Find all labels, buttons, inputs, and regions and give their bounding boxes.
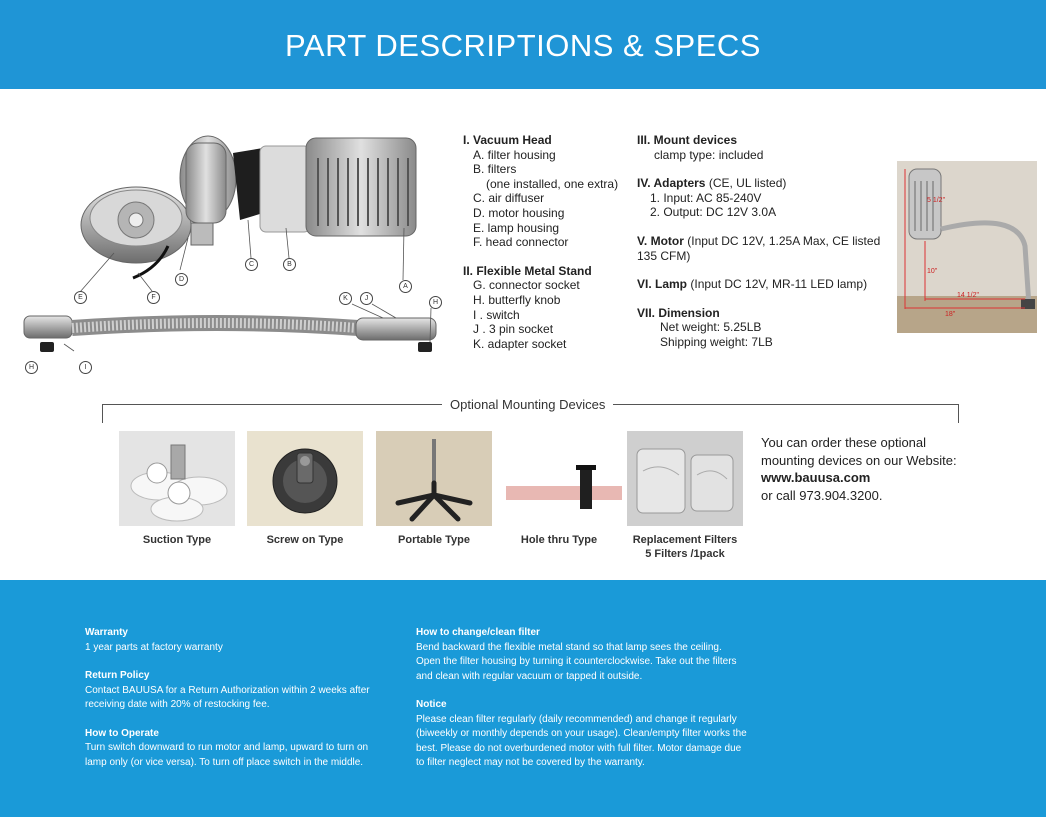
filter-title: How to change/clean filter: [416, 627, 540, 638]
spec-item: H. butterfly knob: [473, 292, 561, 307]
spec-item: 1. Input: AC 85-240V: [650, 190, 762, 205]
hole-thru-type-label: Hole thru Type: [520, 534, 598, 546]
warranty-text: 1 year parts at factory warranty: [85, 641, 223, 653]
notice-line: to filter neglect may not be covered by the warranty.: [416, 757, 645, 768]
return-policy-line: Contact BAUUSA for a Return Authorization within 2 weeks after: [85, 684, 370, 696]
label-a-marker: A: [399, 280, 412, 293]
footer-right-column: [416, 626, 766, 771]
filter-housing-shape: [306, 138, 416, 236]
label-c-marker: C: [245, 258, 258, 271]
motor-title: V. Motor: [637, 233, 684, 248]
screw-on-type-label: Screw on Type: [266, 534, 344, 546]
lamp-title: VI. Lamp: [637, 277, 688, 292]
filter-line: Bend backward the flexible metal stand so that lamp sees the ceiling.: [416, 641, 722, 653]
operate-line: lamp only (or vice versa). To turn off place switch in the middle.: [85, 756, 364, 768]
notice-line: (biweekly or monthly depends on your usage). Clean/empty filter works the: [416, 728, 747, 739]
footer-panel: [0, 580, 1046, 817]
specs-column-2: [637, 133, 887, 350]
suction-type-label: Suction Type: [142, 534, 212, 546]
suction-type-thumbnail: [119, 431, 235, 526]
order-line-1: You can order these optional: [761, 435, 927, 450]
spec-item: I . switch: [473, 307, 520, 322]
dim-label-3: 14 1/2": [957, 292, 979, 299]
hole-thru-type-thumbnail: [506, 431, 622, 526]
screw-on-type-thumbnail: [247, 431, 363, 526]
adapters-title: IV. Adapters: [637, 176, 706, 191]
vacuum-head-title: I. Vacuum Head: [463, 133, 552, 147]
page-title: PART DESCRIPTIONS & SPECS: [285, 28, 761, 63]
label-b-marker: B: [283, 258, 296, 271]
product-photo: [897, 161, 1037, 333]
spec-item: (one installed, one extra): [486, 176, 619, 191]
spec-item: K. adapter socket: [473, 336, 567, 351]
lamp-housing-shape: [81, 187, 191, 263]
label-e-marker: E: [74, 291, 87, 304]
dim-label-2: 10": [927, 268, 938, 275]
footer-left-column: [85, 626, 395, 770]
product-diagram: [18, 128, 448, 378]
replacement-filters-label: [615, 533, 755, 561]
specs-column-1: [463, 133, 618, 351]
metal-stand-title: II. Flexible Metal Stand: [463, 263, 592, 278]
portable-type-label: Portable Type: [398, 534, 470, 546]
spec-item: G. connector socket: [473, 278, 580, 293]
spec-item: C. air diffuser: [473, 191, 545, 206]
order-line-2: mounting devices on our Website:: [761, 452, 957, 468]
spec-item: D. motor housing: [473, 205, 565, 220]
operate-line: Turn switch downward to run motor and lamp, upward to turn on: [85, 742, 369, 753]
flexible-stand-shape: [24, 316, 436, 352]
order-phone: or call 973.904.3200.: [761, 487, 883, 503]
filter-line: and clean with regular vacuum or tapped it outside.: [416, 670, 643, 682]
filter-shape: [260, 146, 310, 232]
notice-line: best. Please do not overburdened motor with full filter. Motor damage due: [416, 742, 742, 754]
spec-item: B. filters: [473, 162, 517, 177]
label-f-marker: F: [147, 291, 160, 304]
header-banner: [0, 0, 1046, 89]
warranty-title: Warranty: [85, 627, 128, 638]
label-h-marker: H: [429, 296, 442, 309]
label-j-marker: J: [360, 292, 373, 305]
spec-item: J . 3 pin socket: [473, 322, 554, 337]
spec-item: A. filter housing: [473, 147, 556, 162]
lamp-note: (Input DC 12V, MR-11 LED lamp): [690, 277, 868, 292]
spec-item: 2. Output: DC 12V 3.0A: [650, 205, 777, 220]
label-i-marker: I: [79, 361, 92, 374]
notice-title: Notice: [416, 699, 447, 710]
mount-title: III. Mount devices: [637, 133, 738, 147]
portable-type-thumbnail: [376, 431, 492, 526]
mount-text: clamp type: included: [654, 147, 764, 162]
label-k-marker: K: [339, 292, 352, 305]
notice-line: Please clean filter regularly (daily recommended) and change it regularly: [416, 713, 737, 725]
return-policy-line: receiving date with 20% of restocking fee.: [85, 699, 270, 710]
spec-item: E. lamp housing: [473, 220, 560, 235]
return-policy-title: Return Policy: [85, 670, 150, 681]
mounting-title: Optional Mounting Devices: [442, 397, 613, 412]
label-h2-marker: H: [25, 361, 38, 374]
filter-line: Open the filter housing by turning it counterclockwise. Take out the filters: [416, 656, 737, 667]
spec-item: F. head connector: [473, 235, 569, 250]
order-info: [761, 434, 957, 504]
dim-label-1: 5 1/2": [927, 197, 946, 204]
motor-note: (Input DC 12V, 1.25A Max, CE listed 135 CFM): [637, 233, 881, 263]
dim-label-4: 18": [945, 311, 956, 318]
operate-title: How to Operate: [85, 727, 159, 739]
label-d-marker: D: [175, 273, 188, 286]
dimension-title: VII. Dimension: [637, 305, 720, 320]
replacement-filters-qty: 5 Filters /1pack: [645, 548, 725, 560]
website-link[interactable]: www.bauusa.com: [761, 470, 871, 485]
spec-item: Shipping weight: 7LB: [660, 334, 773, 349]
adapters-note: (CE, UL listed): [708, 176, 787, 191]
replacement-filters-thumbnail: [627, 431, 743, 526]
spec-item: Net weight: 5.25LB: [660, 320, 762, 335]
replacement-filters-title: Replacement Filters: [632, 534, 738, 546]
